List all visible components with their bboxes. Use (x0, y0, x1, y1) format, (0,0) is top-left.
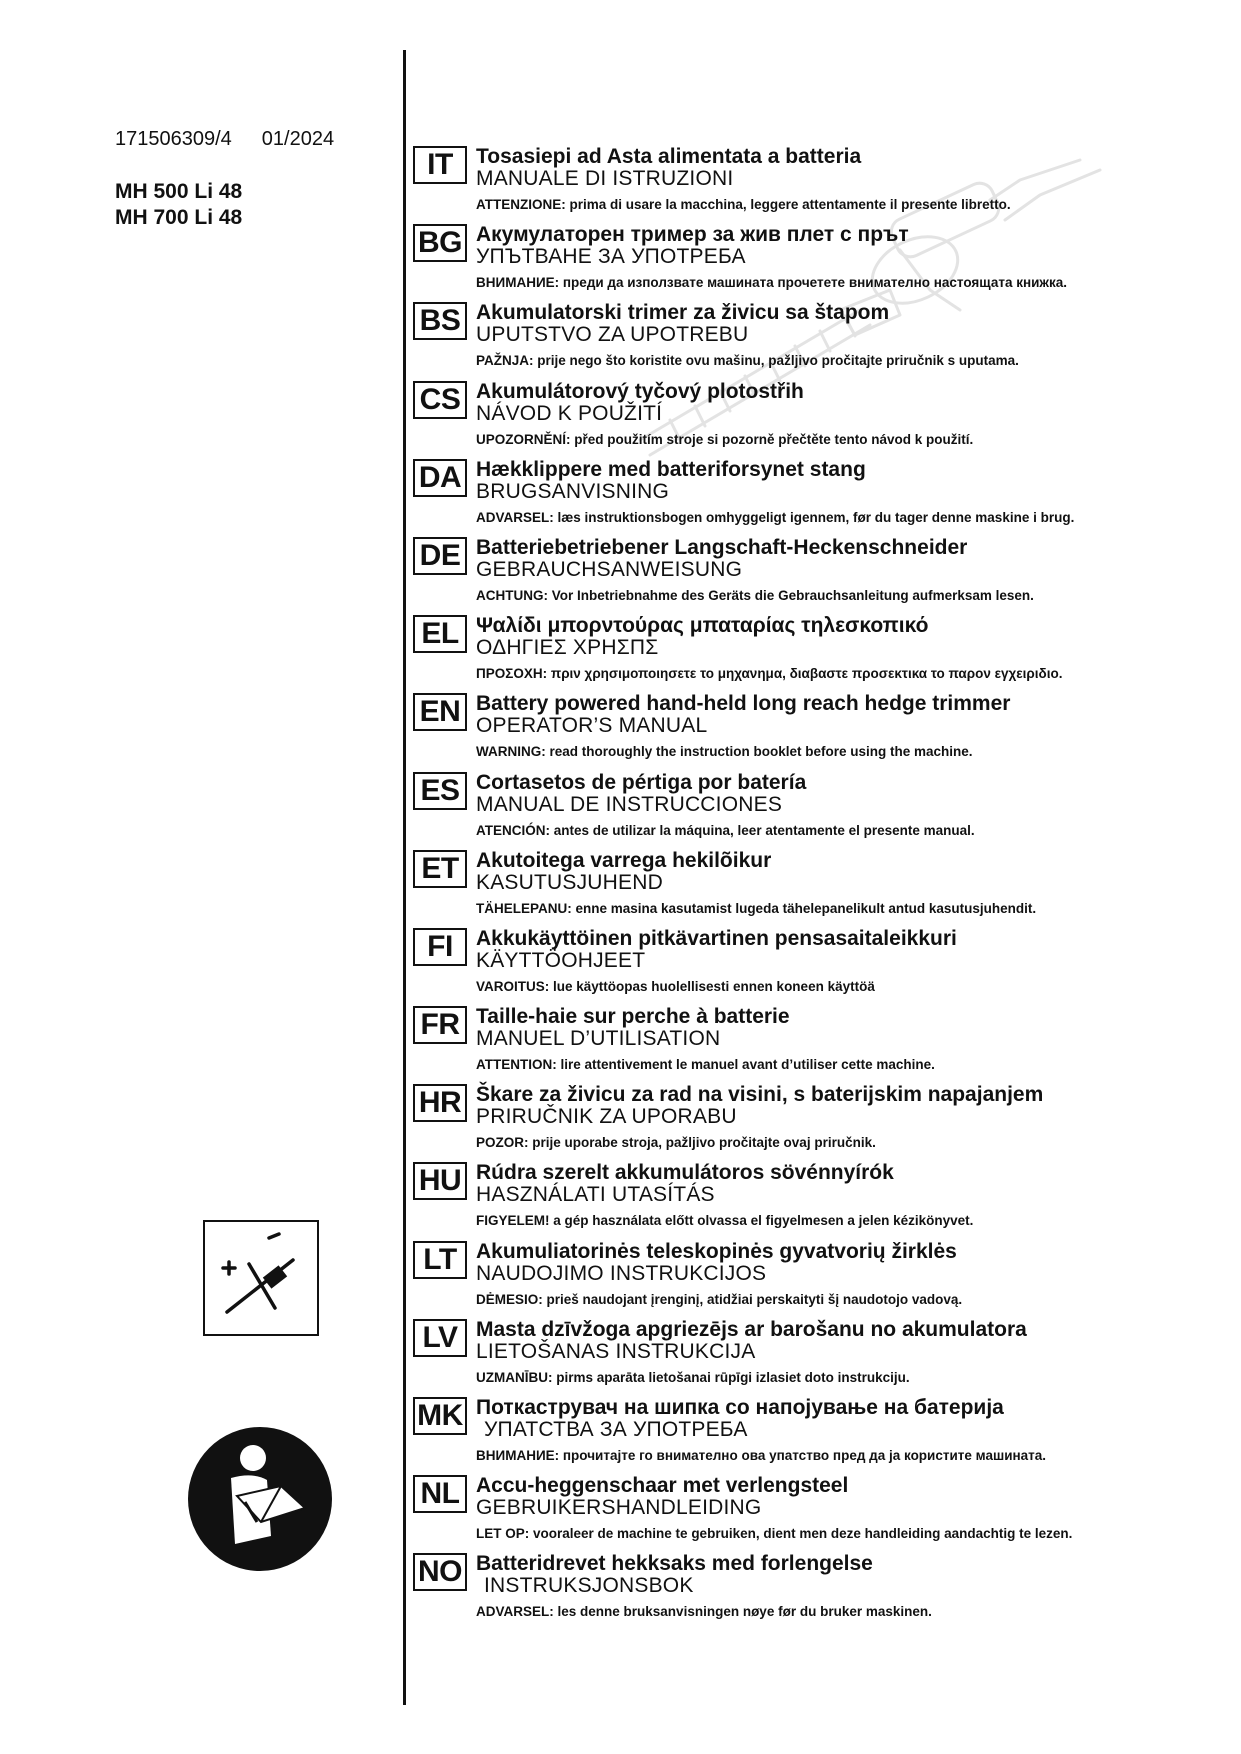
product-title: Ψαλίδι μπορντούρας μπαταρίας τηλεσκοπικό (476, 614, 929, 638)
manual-subtitle: MANUAL DE INSTRUCCIONES (476, 792, 783, 816)
product-title: Škare za živicu za rad na visini, s baterijskim napajanjem (476, 1083, 1044, 1107)
language-code: CS (413, 381, 467, 419)
warning-line (476, 744, 973, 760)
language-entry-cs (413, 381, 1233, 459)
warning-line (476, 666, 1062, 682)
product-title: Taille-haie sur perche à batterie (476, 1005, 790, 1029)
warning-label: ACHTUNG: (476, 587, 548, 603)
warning-label: UPOZORNĚNÍ: (476, 431, 571, 447)
warning-label: UZMANĪBU: (476, 1369, 553, 1385)
language-entry-lv (413, 1319, 1233, 1397)
warning-line (476, 1526, 1072, 1542)
warning-label: VAROITUS: (476, 978, 550, 994)
manual-subtitle: NÁVOD K POUŽITÍ (476, 401, 663, 425)
product-title: Akutoitega varrega hekilõikur (476, 848, 772, 872)
language-entry-lt (413, 1241, 1233, 1319)
document-date: 01/2024 (261, 128, 335, 150)
language-entry-el (413, 615, 1233, 693)
language-code: BG (413, 224, 467, 262)
language-code: LV (413, 1319, 467, 1357)
product-title: Battery powered hand-held long reach hedge trimmer (476, 692, 1011, 716)
manual-subtitle: ΟΔΗΓΙΕΣ ΧΡΗΣΠΣ (476, 636, 659, 660)
manual-subtitle: KASUTUSJUHEND (476, 870, 663, 894)
warning-line (476, 1213, 973, 1229)
manual-subtitle: УПЪТВАНЕ ЗА УПОТРЕБА (476, 245, 746, 269)
warning-label: ВНИМАНИЕ: (476, 275, 560, 291)
warning-line (476, 1057, 935, 1073)
manual-subtitle: UPUTSTVO ZA UPOTREBU (476, 323, 749, 347)
language-code: ET (413, 850, 467, 888)
warning-text: prieš naudojant įrenginį, atidžiai perskaityti šį naudotojo vadovą. (542, 1291, 963, 1307)
warning-text: les denne bruksanvisningen nøye før du bruker maskinen. (553, 1604, 932, 1620)
warning-label: ВНИМАНИЕ: (476, 1448, 560, 1463)
language-code: HU (413, 1162, 467, 1200)
language-entry-bg (413, 224, 1233, 302)
warning-text: πριν χρησιμοποιησετε το μηχανημα, διαβαστε προσεκτικα το παρον εγχειριδιο. (547, 666, 1063, 682)
product-title: Akkukäyttöinen pitkävartinen pensasaitaleikkuri (476, 926, 957, 950)
manual-subtitle: MANUEL D’UTILISATION (476, 1027, 721, 1051)
language-code: IT (413, 146, 467, 184)
warning-line (476, 823, 975, 839)
product-title: Rúdra szerelt akkumulátoros sövénnyírók (476, 1161, 894, 1185)
warning-label: ATTENZIONE: (476, 197, 566, 212)
language-code: NO (413, 1553, 467, 1591)
product-title: Поткаструвач на шипка со напојување на батерија (476, 1396, 1004, 1419)
warning-line (476, 588, 1034, 604)
language-code: NL (413, 1475, 467, 1513)
warning-text: prije uporabe stroja, pažljivo pročitajte ovaj priručnik. (528, 1135, 876, 1151)
language-code: HR (413, 1084, 467, 1122)
warning-text: antes de utilizar la máquina, leer atentamente el presente manual. (550, 822, 975, 838)
document-number-line (115, 128, 334, 151)
warning-line (476, 1135, 876, 1151)
language-list (413, 146, 1233, 1632)
warning-label: FIGYELEM! (476, 1213, 550, 1229)
language-entry-fi (413, 928, 1233, 1006)
manual-subtitle: BRUGSANVISNING (476, 479, 669, 503)
language-entry-no (413, 1553, 1233, 1631)
warning-text: Vor Inbetriebnahme des Geräts die Gebrauchsanleitung aufmerksam lesen. (548, 587, 1034, 603)
language-code: LT (413, 1241, 467, 1279)
language-entry-da (413, 459, 1233, 537)
warning-text: a gép használata előtt olvassa el figyelmesen a jelen kézikönyvet. (549, 1213, 974, 1229)
warning-text: преди да използвате машината прочетете внимателно настоящата книжка. (559, 275, 1068, 291)
manual-subtitle: INSTRUKSJONSBOK (484, 1574, 694, 1598)
language-entry-mk (413, 1397, 1233, 1475)
language-code: MK (413, 1397, 467, 1435)
warning-label: TÄHELEPANU: (476, 900, 572, 916)
product-title: Batteriebetriebener Langschaft-Heckenschneider (476, 535, 968, 559)
warning-label: ΠΡΟΣΟΧΗ: (476, 666, 548, 682)
warning-line (476, 1604, 932, 1620)
product-title: Batteridrevet hekksaks med forlengelse (476, 1552, 873, 1576)
product-title: Hækklippere med batteriforsynet stang (476, 457, 866, 481)
manual-subtitle: HASZNÁLATI UTASÍTÁS (476, 1183, 715, 1207)
product-title: Cortasetos de pértiga por batería (476, 770, 807, 794)
document-number: 171506309/4 (115, 128, 232, 150)
warning-line (476, 901, 1036, 917)
product-title: Accu-heggenschaar met verlengsteel (476, 1474, 849, 1498)
manual-subtitle: NAUDOJIMO INSTRUKCIJOS (476, 1261, 767, 1285)
warning-line (476, 1370, 910, 1386)
vertical-divider (403, 50, 406, 1705)
warning-text: lue käyttöopas huolellisesti ennen koneen käyttöä (549, 978, 875, 994)
warning-line (476, 1448, 1046, 1464)
product-title: Akumuliatorinės teleskopinės gyvatvorių žirklės (476, 1239, 957, 1263)
model-name-1: MH 500 Li 48 (115, 180, 243, 203)
language-code: EL (413, 615, 467, 653)
warning-line (476, 353, 1019, 369)
language-entry-bs (413, 302, 1233, 380)
warning-text: læs instruktionsbogen omhyggeligt igennem, før du tager denne maskine i brug. (553, 509, 1075, 525)
warning-line (476, 275, 1067, 291)
warning-label: LET OP: (476, 1526, 530, 1542)
language-entry-et (413, 850, 1233, 928)
product-title: Акумулаторен тример за жив плет с прът (476, 223, 909, 247)
manual-subtitle: OPERATOR’S MANUAL (476, 714, 708, 738)
manual-subtitle: PRIRUČNIK ZA UPORABU (476, 1105, 737, 1129)
warning-line (476, 979, 875, 995)
warning-label: PAŽNJA: (476, 353, 534, 369)
language-entry-fr (413, 1006, 1233, 1084)
warning-label: POZOR: (476, 1135, 529, 1151)
warning-text: před použitím stroje si pozorně přečtěte tento návod k použití. (570, 431, 974, 447)
warning-line (476, 197, 1011, 213)
product-title: Tosasiepi ad Asta alimentata a batteria (476, 145, 862, 168)
language-entry-de (413, 537, 1233, 615)
warning-text: prije nego što koristite ovu mašinu, pažljivo pročitajte priručnik s uputama. (533, 353, 1019, 369)
warning-label: ATENCIÓN: (476, 822, 550, 838)
battery-polarity-icon (203, 1220, 319, 1336)
warning-line (476, 510, 1074, 526)
warning-text: enne masina kasutamist lugeda tähelepanelikult antud kasutusjuhendit. (571, 900, 1037, 916)
warning-text: vooraleer de machine te gebruiken, dient men deze handleiding aandachtig te lezen. (529, 1526, 1073, 1542)
model-name-2: MH 700 Li 48 (115, 206, 243, 229)
language-code: ES (413, 772, 467, 810)
product-title: Akumulátorový tyčový plotostřih (476, 379, 804, 403)
manual-subtitle: LIETOŠANAS INSTRUKCIJA (476, 1339, 756, 1363)
language-entry-nl (413, 1475, 1233, 1553)
manual-subtitle: УПАТСТВА ЗА УПОТРЕБА (484, 1418, 748, 1441)
warning-label: ATTENTION: (476, 1057, 557, 1073)
product-title: Akumulatorski trimer za živicu sa štapom (476, 301, 890, 325)
warning-line (476, 1292, 962, 1308)
language-entry-es (413, 772, 1233, 850)
language-entry-hu (413, 1162, 1233, 1240)
warning-text: pirms aparāta lietošanai rūpīgi izlasiet doto instrukciju. (552, 1369, 910, 1385)
warning-text: prima di usare la macchina, leggere attentamente il presente libretto. (565, 197, 1011, 212)
language-entry-it (413, 146, 1233, 224)
manual-subtitle: GEBRAUCHSANWEISUNG (476, 557, 743, 581)
manual-subtitle: MANUALE DI ISTRUZIONI (476, 167, 734, 190)
language-code: BS (413, 302, 467, 340)
warning-line (476, 432, 973, 448)
language-code: FR (413, 1006, 467, 1044)
warning-label: ADVARSEL: (476, 509, 554, 525)
read-manual-icon (187, 1426, 333, 1572)
warning-label: DĖMESIO: (476, 1291, 543, 1307)
product-title: Masta dzīvžoga apgriezējs ar barošanu no akumulatora (476, 1317, 1027, 1341)
warning-text: прочитајте го внимателно ова упатство пред да ја користите машината. (559, 1448, 1047, 1463)
manual-subtitle: KÄYTTÖOHJEET (476, 948, 646, 972)
language-code: DE (413, 537, 467, 575)
language-entry-en (413, 693, 1233, 771)
warning-label: ADVARSEL: (476, 1604, 554, 1620)
language-entry-hr (413, 1084, 1233, 1162)
language-code: FI (413, 928, 467, 966)
warning-text: lire attentivement le manuel avant d’utiliser cette machine. (556, 1057, 935, 1073)
language-code: DA (413, 459, 467, 497)
warning-label: WARNING: (476, 744, 546, 760)
manual-subtitle: GEBRUIKERSHANDLEIDING (476, 1496, 762, 1520)
warning-text: read thoroughly the instruction booklet before using the machine. (545, 744, 973, 760)
language-code: EN (413, 693, 467, 731)
